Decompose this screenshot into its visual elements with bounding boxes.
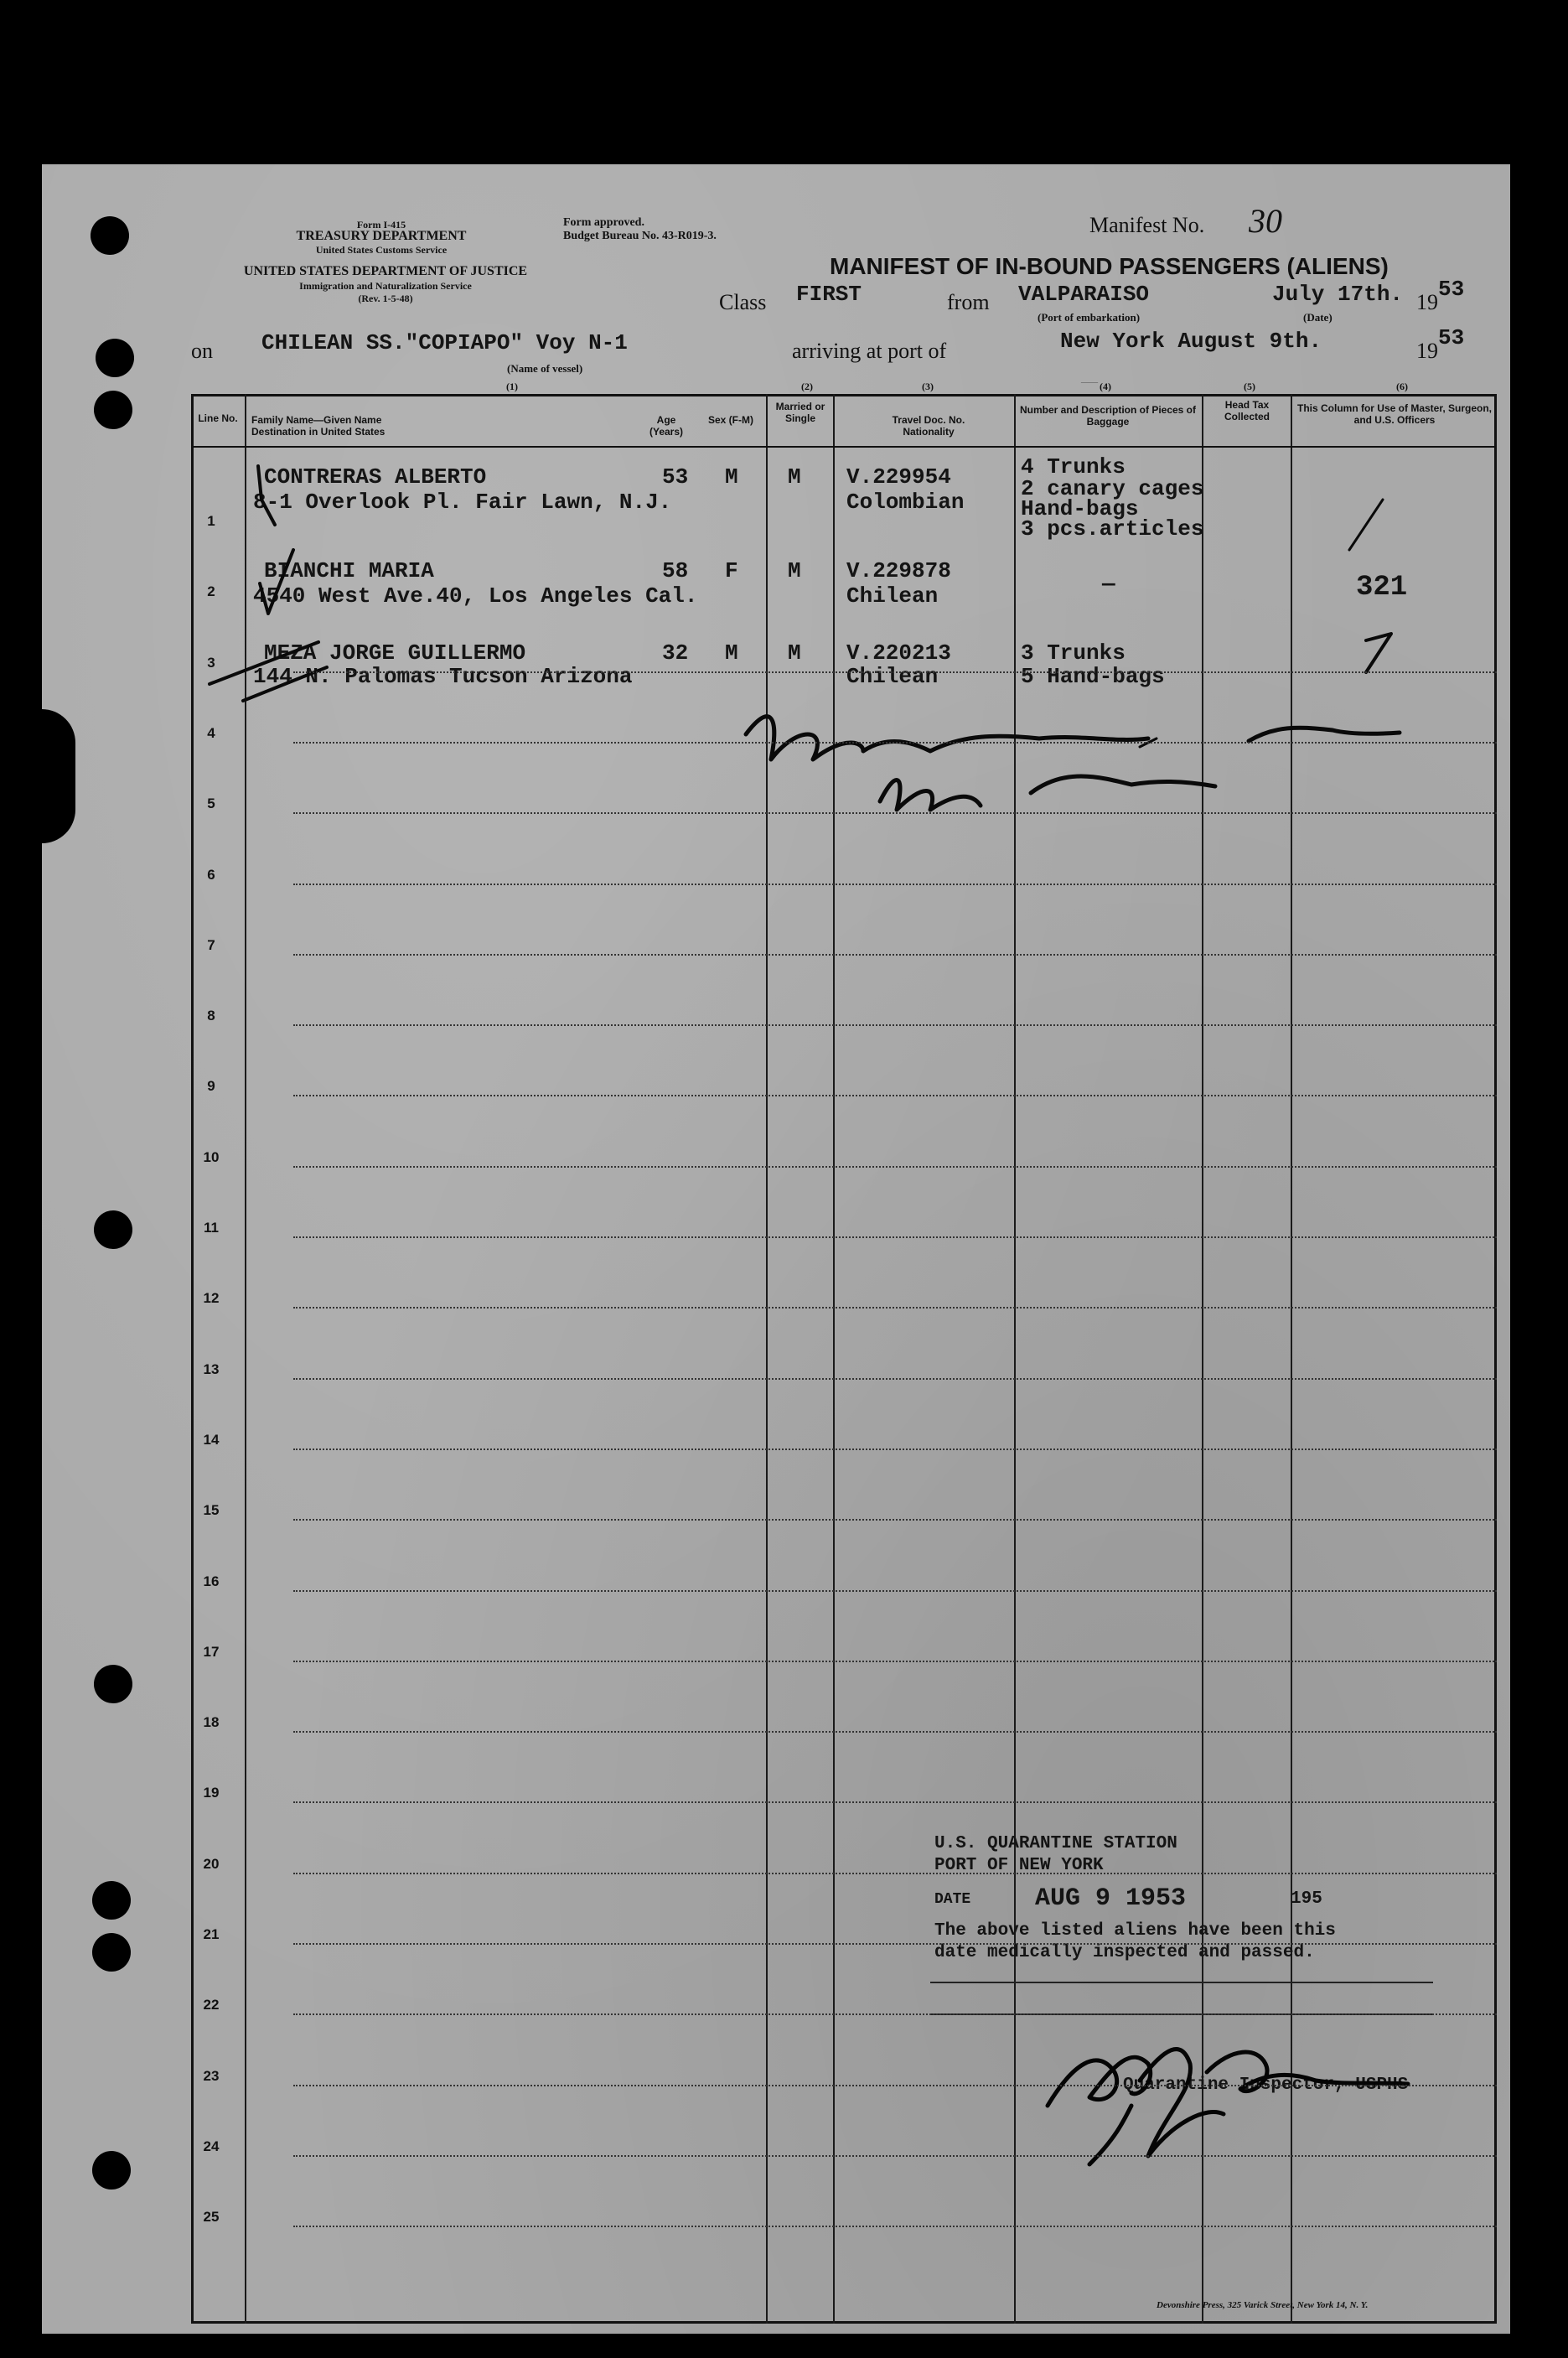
passenger-1-sex: M bbox=[725, 464, 738, 490]
line-number: 17 bbox=[203, 1643, 220, 1660]
manifest-title: MANIFEST OF IN-BOUND PASSENGERS (ALIENS) bbox=[830, 253, 1389, 279]
line-number: 25 bbox=[203, 2209, 220, 2226]
ins-service: Immigration and Naturalization Service bbox=[299, 280, 472, 292]
col-num-6: (6) bbox=[1396, 381, 1408, 392]
header-destination: Destination in United States bbox=[251, 426, 386, 438]
manifest-no-value: 30 bbox=[1249, 202, 1282, 240]
passenger-3-sex: M bbox=[725, 640, 738, 666]
passenger-1-age: 53 bbox=[662, 464, 689, 490]
row-rule bbox=[293, 1448, 1497, 1450]
signature-icon bbox=[746, 717, 1148, 759]
stamp-year-suffix: 195 bbox=[1291, 1889, 1322, 1909]
passenger-2-destination: 4540 West Ave.40, Los Angeles Cal. bbox=[253, 583, 698, 609]
on-label: on bbox=[191, 339, 213, 363]
passenger-3-age: 32 bbox=[662, 640, 689, 666]
line-number: 21 bbox=[203, 1926, 220, 1942]
passenger-2-marital: M bbox=[788, 558, 801, 583]
binder-hole bbox=[96, 339, 134, 377]
col-num-5: (5) bbox=[1244, 381, 1255, 392]
line-number: 12 bbox=[203, 1290, 220, 1307]
torn-edge bbox=[42, 709, 75, 843]
row-rule bbox=[293, 1943, 1497, 1945]
passenger-1-baggage: 3 pcs.articles bbox=[1021, 516, 1204, 542]
treasury-dept: TREASURY DEPARTMENT bbox=[296, 229, 467, 243]
row-rule bbox=[293, 1307, 1497, 1309]
line-number: 7 bbox=[207, 936, 215, 953]
arrival-value: New York August 9th. bbox=[1060, 329, 1322, 354]
row-rule bbox=[293, 884, 1497, 885]
passenger-2-name: BIANCHI MARIA bbox=[264, 558, 434, 583]
row-rule bbox=[293, 1024, 1497, 1026]
line-number: 19 bbox=[203, 1785, 220, 1801]
handwritten-marks bbox=[193, 449, 1500, 1053]
checkmark-icon bbox=[260, 550, 293, 614]
line-number: 4 bbox=[207, 724, 215, 741]
row-rule bbox=[293, 1166, 1497, 1168]
row-rule bbox=[293, 1873, 1497, 1874]
checkmark-icon bbox=[1366, 634, 1391, 672]
row-rule bbox=[293, 671, 1497, 673]
line-number: 5 bbox=[207, 796, 215, 812]
passenger-2-age: 58 bbox=[662, 558, 689, 583]
passenger-2-sex: F bbox=[725, 558, 738, 583]
passenger-3-marital: M bbox=[788, 640, 801, 666]
class-label: Class bbox=[719, 290, 767, 314]
signature-icon bbox=[880, 776, 1215, 810]
header-baggage: Number and Description of Pieces of Baggage bbox=[1019, 404, 1197, 428]
passenger-2-nationality: Chilean bbox=[846, 583, 939, 609]
stamp-date-label: DATE bbox=[934, 1891, 971, 1908]
row-rule bbox=[293, 1236, 1497, 1238]
row-rule bbox=[293, 2013, 1497, 2015]
stamp-date-value: AUG 9 1953 bbox=[1035, 1884, 1187, 1913]
line-number: 15 bbox=[203, 1502, 220, 1519]
passenger-1-baggage: Hand-bags bbox=[1021, 496, 1139, 521]
year-prefix: 19 bbox=[1416, 290, 1438, 314]
passenger-2-officer-note: 321 bbox=[1356, 572, 1408, 604]
row-rule bbox=[293, 1519, 1497, 1521]
year-prefix-2: 19 bbox=[1416, 339, 1438, 363]
stamp-line-2: PORT OF NEW YORK bbox=[934, 1856, 1104, 1875]
line-number: 2 bbox=[207, 583, 215, 600]
justice-dept: UNITED STATES DEPARTMENT OF JUSTICE bbox=[243, 264, 528, 278]
passenger-3-baggage: 5 Hand-bags bbox=[1021, 664, 1165, 689]
line-number: 24 bbox=[203, 2138, 220, 2154]
line-number: 14 bbox=[203, 1431, 220, 1448]
from-label: from bbox=[947, 290, 990, 314]
passenger-3-destination: 144 N. Palomas Tucson Arizona bbox=[253, 664, 633, 689]
year-value-2: 53 bbox=[1438, 325, 1465, 350]
header-name: Family Name—Given Name bbox=[251, 414, 382, 426]
binder-hole bbox=[94, 391, 132, 429]
line-number: 18 bbox=[203, 1714, 220, 1731]
line-number: 16 bbox=[203, 1573, 220, 1589]
embark-caption: (Port of embarkation) bbox=[1038, 311, 1141, 324]
signature-icon bbox=[1249, 728, 1400, 741]
header-age: Age (Years) bbox=[649, 414, 684, 438]
bleed-through: — bbox=[1081, 372, 1098, 391]
manifest-document bbox=[42, 164, 1510, 2334]
binder-hole bbox=[92, 1881, 131, 1920]
row-rule bbox=[293, 1661, 1497, 1662]
arriving-label: arriving at port of bbox=[792, 339, 947, 363]
binder-hole bbox=[94, 1665, 132, 1703]
row-rule bbox=[293, 1801, 1497, 1803]
row-rule bbox=[293, 1095, 1497, 1096]
checkmark-icon bbox=[1349, 500, 1383, 550]
row-rule bbox=[293, 812, 1497, 814]
row-rule bbox=[293, 2226, 1497, 2227]
line-number: 8 bbox=[207, 1008, 215, 1024]
line-number: 10 bbox=[203, 1148, 220, 1165]
passenger-3-name: MEZA JORGE GUILLERMO bbox=[264, 640, 526, 666]
stamp-line-4: The above listed aliens have been this bbox=[934, 1921, 1336, 1941]
printer-imprint: Devonshire Press, 325 Varick Street, New York 14, N. Y. bbox=[1157, 2300, 1369, 2310]
passenger-1-doc: V.229954 bbox=[846, 464, 951, 490]
binder-hole bbox=[94, 1210, 132, 1249]
line-number: 22 bbox=[203, 1997, 220, 2013]
row-rule bbox=[293, 742, 1497, 744]
passenger-1-marital: M bbox=[788, 464, 801, 490]
passenger-3-nationality: Chilean bbox=[846, 664, 939, 689]
class-value: FIRST bbox=[796, 282, 862, 307]
line-number: 1 bbox=[207, 513, 215, 529]
passenger-2-doc: V.229878 bbox=[846, 558, 951, 583]
line-number: 3 bbox=[207, 654, 215, 671]
row-rule bbox=[293, 1590, 1497, 1592]
col-num-4: (4) bbox=[1100, 381, 1111, 392]
row-rule bbox=[293, 1731, 1497, 1733]
line-number: 23 bbox=[203, 2067, 220, 2084]
binder-hole bbox=[91, 216, 129, 255]
binder-hole bbox=[92, 2151, 131, 2190]
row-rule bbox=[293, 954, 1497, 956]
line-number: 6 bbox=[207, 866, 215, 883]
form-number: Form I-415 bbox=[356, 219, 406, 231]
header-officers: This Column for Use of Master, Surgeon, and U.S. Officers bbox=[1296, 402, 1493, 426]
passenger-3-doc: V.220213 bbox=[846, 640, 951, 666]
vessel-value: CHILEAN SS."COPIAPO" Voy N-1 bbox=[261, 330, 628, 355]
row-rule bbox=[293, 1378, 1497, 1380]
col-num-1: (1) bbox=[506, 381, 518, 392]
line-number: 20 bbox=[203, 1855, 220, 1872]
col-num-3: (3) bbox=[922, 381, 934, 392]
header-sex: Sex (F-M) bbox=[708, 414, 753, 426]
form-revision: (Rev. 1-5-48) bbox=[358, 293, 413, 304]
binder-hole bbox=[92, 1933, 131, 1972]
line-number: 13 bbox=[203, 1360, 220, 1377]
header-line-no: Line No. bbox=[198, 412, 238, 424]
budget-bureau: Budget Bureau No. 43-R019-3. bbox=[563, 230, 717, 242]
inspector-signature-icon bbox=[1039, 2013, 1441, 2173]
passenger-2-baggage: — bbox=[1102, 572, 1115, 597]
date-value: July 17th. bbox=[1272, 282, 1404, 307]
stamp-signature-caption: Quarantine Inspector, USPHS bbox=[1123, 2076, 1409, 2095]
line-number: 9 bbox=[207, 1078, 215, 1095]
line-number: 11 bbox=[204, 1220, 219, 1236]
col-num-2: (2) bbox=[801, 381, 813, 392]
stamp-line-1: U.S. QUARANTINE STATION bbox=[934, 1834, 1177, 1853]
passenger-1-name: CONTRERAS ALBERTO bbox=[264, 464, 487, 490]
manifest-no-label: Manifest No. bbox=[1089, 213, 1205, 237]
header-nationality: Nationality bbox=[903, 426, 955, 438]
passenger-1-baggage: 2 canary cages bbox=[1021, 476, 1204, 501]
from-value: VALPARAISO bbox=[1018, 282, 1150, 307]
row-rule bbox=[293, 2085, 1497, 2086]
date-caption: (Date) bbox=[1303, 311, 1333, 324]
vessel-caption: (Name of vessel) bbox=[507, 362, 583, 375]
header-married: Married or Single bbox=[775, 401, 825, 424]
passenger-1-nationality: Colombian bbox=[846, 490, 965, 515]
customs-service: United States Customs Service bbox=[315, 244, 448, 256]
year-value: 53 bbox=[1438, 277, 1465, 302]
header-head-tax: Head Tax Collected bbox=[1224, 399, 1270, 422]
stamp-rule bbox=[930, 1982, 1433, 1983]
header-rule bbox=[191, 446, 1497, 448]
header-travel-doc: Travel Doc. No. bbox=[892, 414, 965, 426]
passenger-1-destination: 8-1 Overlook Pl. Fair Lawn, N.J. bbox=[253, 490, 672, 515]
passenger-3-baggage: 3 Trunks bbox=[1021, 640, 1126, 666]
checkmark-icon bbox=[258, 466, 275, 525]
form-approved: Form approved. bbox=[563, 216, 644, 229]
stamp-line-5: date medically inspected and passed. bbox=[934, 1943, 1315, 1962]
row-rule bbox=[293, 2155, 1497, 2157]
passenger-1-baggage: 4 Trunks bbox=[1021, 454, 1126, 479]
